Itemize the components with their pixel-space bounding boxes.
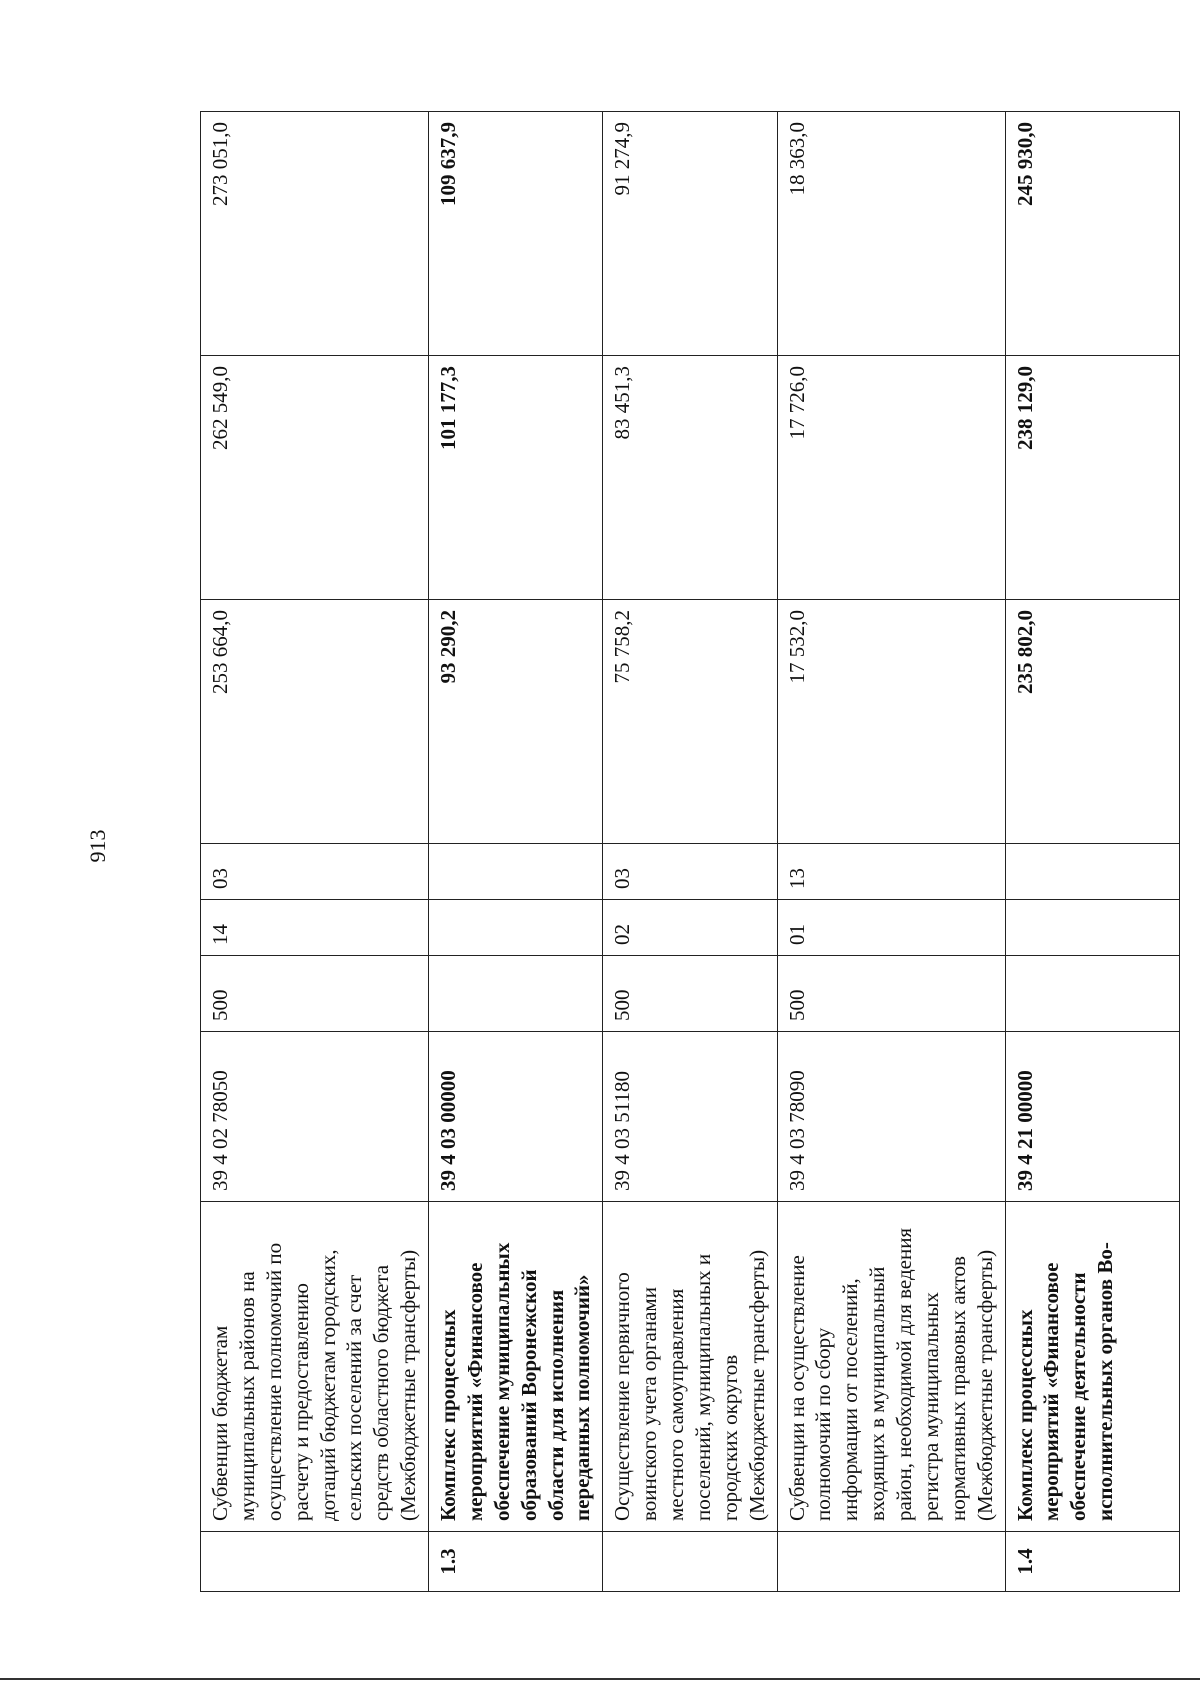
row-code: 39 4 03 00000	[429, 1032, 603, 1202]
row-name: Комплекс процессных мероприятий «Финансовое обеспечение деятельности исполнительных органов Во-	[1005, 1202, 1179, 1532]
row-number	[201, 1532, 429, 1592]
table-row	[429, 112, 603, 1592]
row-code: 39 4 02 78050	[201, 1032, 429, 1202]
row-value-2: 101 177,3	[429, 356, 603, 600]
row-number: 1.3	[429, 1532, 603, 1592]
row-number: 1.4	[1005, 1532, 1179, 1592]
row-subsection: 03	[603, 844, 777, 900]
row-code: 39 4 21 00000	[1005, 1032, 1179, 1202]
row-section: 01	[777, 900, 1005, 956]
row-subsection: 13	[777, 844, 1005, 900]
row-value-3: 273 051,0	[201, 112, 429, 356]
row-name: Комплекс процессных мероприятий «Финансовое обеспечение муниципальных образований Воронежской области для исполнения переданных полномочий»	[429, 1202, 603, 1532]
row-value-1: 235 802,0	[1005, 600, 1179, 844]
row-subsection: 03	[201, 844, 429, 900]
row-value-1: 17 532,0	[777, 600, 1005, 844]
table-row	[1005, 112, 1179, 1592]
page-number: 913	[85, 829, 110, 863]
row-group: 500	[603, 956, 777, 1032]
bottom-rule	[0, 1678, 1200, 1680]
budget-table-container	[200, 112, 1120, 1592]
table-row	[603, 112, 777, 1592]
row-value-2: 83 451,3	[603, 356, 777, 600]
row-subsection	[429, 844, 603, 900]
row-section	[1005, 900, 1179, 956]
row-section: 02	[603, 900, 777, 956]
row-value-3: 18 363,0	[777, 112, 1005, 356]
row-name: Субвенции бюджетам муниципальных районов на осуществление полномочий по расчету и предоставлению дотаций бюджетам городских, сельских поселений за счет средств областного бюджета (Межбюджетные трансферты)	[201, 1202, 429, 1532]
row-group	[1005, 956, 1179, 1032]
row-code: 39 4 03 51180	[603, 1032, 777, 1202]
budget-table	[200, 111, 1180, 1592]
row-value-3: 245 930,0	[1005, 112, 1179, 356]
row-number	[777, 1532, 1005, 1592]
row-value-2: 238 129,0	[1005, 356, 1179, 600]
row-group	[429, 956, 603, 1032]
row-value-1: 93 290,2	[429, 600, 603, 844]
row-name: Субвенции на осуществление полномочий по сбору информации от поселений, входящих в муниципальный район, необходимой для ведения регистра муниципальных нормативных правовых актов (Межбюджетные трансферты)	[777, 1202, 1005, 1532]
row-value-2: 262 549,0	[201, 356, 429, 600]
table-row	[201, 112, 429, 1592]
row-section: 14	[201, 900, 429, 956]
row-name: Осуществление первичного воинского учета органами местного самоуправления поселений, муниципальных и городских округов (Межбюджетные трансферты)	[603, 1202, 777, 1532]
row-value-1: 253 664,0	[201, 600, 429, 844]
row-number	[603, 1532, 777, 1592]
row-section	[429, 900, 603, 956]
row-value-1: 75 758,2	[603, 600, 777, 844]
row-group: 500	[201, 956, 429, 1032]
row-value-3: 91 274,9	[603, 112, 777, 356]
row-value-3: 109 637,9	[429, 112, 603, 356]
table-row	[777, 112, 1005, 1592]
row-code: 39 4 03 78090	[777, 1032, 1005, 1202]
row-group: 500	[777, 956, 1005, 1032]
row-value-2: 17 726,0	[777, 356, 1005, 600]
row-subsection	[1005, 844, 1179, 900]
